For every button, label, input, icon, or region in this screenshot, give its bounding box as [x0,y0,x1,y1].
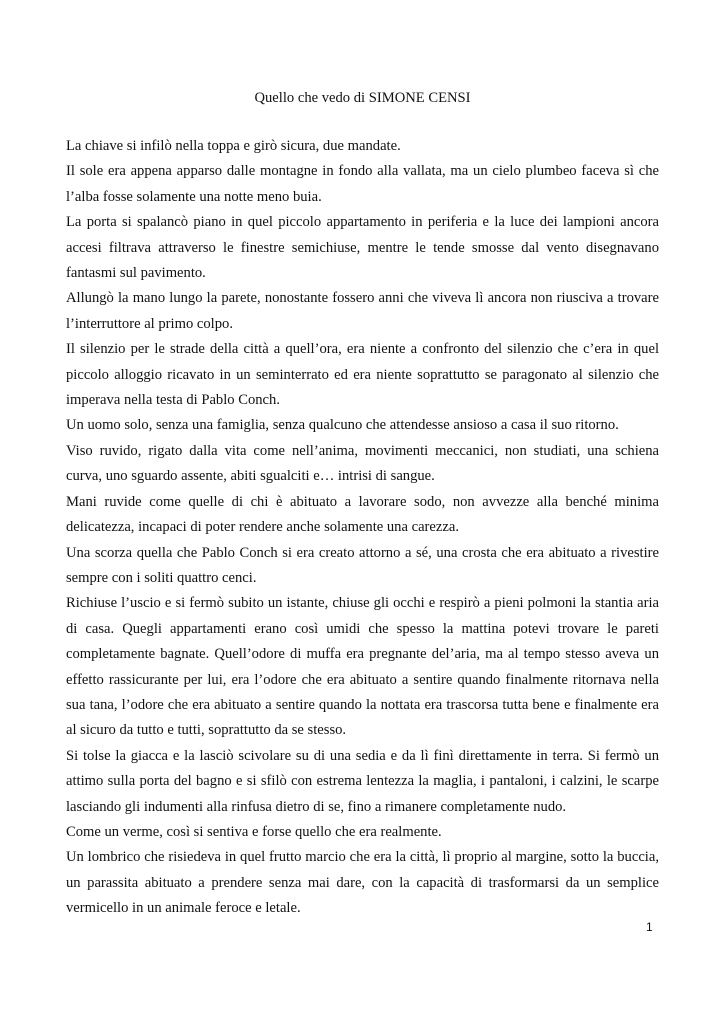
paragraph: Una scorza quella che Pablo Conch si era creato attorno a sé, una crosta che era abituato a rivestire sempre con i soliti quattro cenci. [66,544,659,586]
page-number: 1 [646,920,653,934]
paragraph: Il sole era appena apparso dalle montagne in fondo alla vallata, ma un cielo plumbeo faceva sì che l’alba fosse solamente una notte meno buia. [66,163,659,205]
paragraph: Richiuse l’uscio e si fermò subito un istante, chiuse gli occhi e respirò a pieni polmoni la stantia aria di casa. Quegli appartamenti erano così umidi che spesso la mattina potevi trovare le pareti completamente bagnate. Quell’odore di muffa era pregnante del’aria, ma al tempo stesso aveva un effetto rassicurante per lui, era l’odore che era abituato a sentire quando finalmente ritornava nella sua tana, l’odore che era abituato a sentire quando la nottata era trascorsa tutta bene e finalmente era al sicuro da tutto e tutti, soprattutto da se stesso. [66,595,659,739]
paragraph: Come un verme, così si sentiva e forse quello che era realmente. [66,823,442,840]
paragraph: La chiave si infilò nella toppa e girò sicura, due mandate. [66,138,401,154]
paragraph: Si tolse la giacca e la lasciò scivolare su di una sedia e da lì finì direttamente in terra. Si fermò un attimo sulla porta del bagno e si sfilò con estrema lentezza la maglia, i pantaloni, i calzini, le scarpe lasciando gli indumenti alla rinfusa dietro di se, fino a rimanere completamente nudo. [66,747,659,815]
paragraph: Un lombrico che risiedeva in quel frutto marcio che era la città, lì proprio al margine, sotto la buccia, un parassita abituato a prendere senza mai dare, con la capacità di trasformarsi da un semplice vermicello in un animale feroce e letale. [66,849,659,917]
document-body [66,134,659,922]
paragraph: Il silenzio per le strade della città a quell’ora, era niente a confronto del silenzio che c’era in quel piccolo alloggio ricavato in un seminterrato ed era niente soprattutto se paragonato al silenzio che imperava nella testa di Pablo Conch. [66,341,659,409]
paragraph: Viso ruvido, rigato dalla vita come nell’anima, movimenti meccanici, non studiati, una schiena curva, uno sguardo assente, abiti sgualciti e… intrisi di sangue. [66,442,659,485]
paragraph: Un uomo solo, senza una famiglia, senza qualcuno che attendesse ansioso a casa il suo ritorno. [66,417,619,434]
paragraph: Mani ruvide come quelle di chi è abituato a lavorare sodo, non avvezze alla benché minima delicatezza, incapaci di poter rendere anche solamente una carezza. [66,493,659,536]
paragraph: La porta si spalancò piano in quel piccolo appartamento in periferia e la luce dei lampioni ancora accesi filtrava attraverso le finestre semichiuse, mentre le tende smosse dal vento disegnavano fantasmi sul pavimento. [66,214,659,282]
document-title: Quello che vedo di SIMONE CENSI [254,90,471,106]
paragraph: Allungò la mano lungo la parete, nonostante fossero anni che viveva lì ancora non riusciva a trovare l’interruttore al primo colpo. [66,290,659,332]
